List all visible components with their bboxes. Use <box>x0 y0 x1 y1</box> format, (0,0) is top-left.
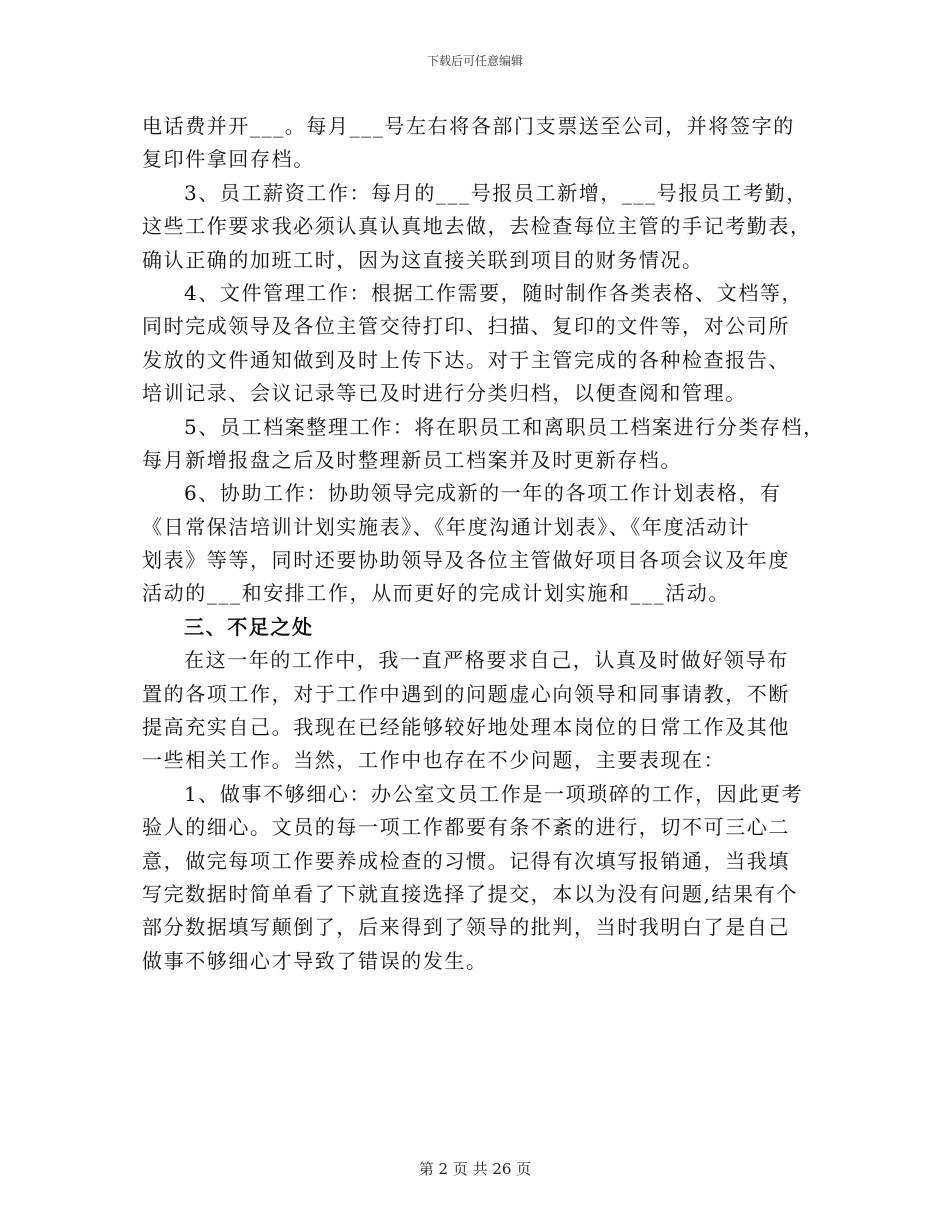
paragraph-line: 提高充实自己。我现在已经能够较好地处理本岗位的日常工作及其他 <box>142 715 790 740</box>
paragraph-line: 在这一年的工作中，我一直严格要求自己，认真及时做好领导布 <box>184 648 789 673</box>
paragraph-line: 3、员工薪资工作：每月的___号报员工新增，___号报员工考勤， <box>184 180 808 205</box>
paragraph-line: 划表》等等，同时还要协助领导及各位主管做好项目各项会议及年度 <box>142 548 790 573</box>
paragraph-line: 做事不够细心才导致了错误的发生。 <box>142 948 488 973</box>
paragraph-line: 发放的文件通知做到及时上传下达。对于主管完成的各种检查报告、 <box>142 347 790 372</box>
paragraph-line: 同时完成领导及各位主管交待打印、扫描、复印的文件等，对公司所 <box>142 314 790 339</box>
paragraph-line: 这些工作要求我必须认真认真地去做，去检查每位主管的手记考勤表， <box>142 214 812 239</box>
paragraph-line: 每月新增报盘之后及时整理新员工档案并及时更新存档。 <box>142 447 682 472</box>
paragraph-line: 写完数据时简单看了下就直接选择了提交，本以为没有问题,结果有个 <box>142 881 798 906</box>
paragraph-line: 活动的___和安排工作，从而更好的完成计划实施和___活动。 <box>142 581 730 606</box>
paragraph-line: 一些相关工作。当然，工作中也存在不少问题，主要表现在： <box>142 748 726 773</box>
section-heading: 三、不足之处 <box>184 614 314 639</box>
paragraph-line: 电话费并开___。每月___号左右将各部门支票送至公司，并将签字的 <box>142 114 795 138</box>
paragraph-line: 《日常保洁培训计划实施表》、《年度沟通计划表》、《年度活动计 <box>142 514 750 539</box>
paragraph-line: 验人的细心。文员的每一项工作都要有条不紊的进行，切不可三心二 <box>142 815 790 840</box>
document-body <box>142 110 825 978</box>
paragraph-line: 确认正确的加班工时，因为这直接关联到项目的财务情况。 <box>142 247 704 272</box>
paragraph-line: 培训记录、会议记录等已及时进行分类归档，以便查阅和管理。 <box>142 381 747 406</box>
paragraph-line: 4、文件管理工作：根据工作需要，随时制作各类表格、文档等， <box>184 280 804 305</box>
paragraph-line: 6、协助工作：协助领导完成新的一年的各项工作计划表格，有 <box>184 481 782 506</box>
page-header-note: 下载后可任意编辑 <box>426 54 523 68</box>
paragraph-line: 置的各项工作，对于工作中遇到的问题虚心向领导和同事请教，不断 <box>142 681 790 706</box>
paragraph-line: 意，做完每项工作要养成检查的习惯。记得有次填写报销通，当我填 <box>142 848 790 873</box>
paragraph-line: 部分数据填写颠倒了，后来得到了领导的批判，当时我明白了是自己 <box>142 915 790 940</box>
paragraph-line: 复印件拿回存档。 <box>142 147 315 172</box>
paragraph-line: 5、员工档案整理工作：将在职员工和离职员工档案进行分类存档， <box>184 414 825 439</box>
paragraph-line: 1、做事不够细心：办公室文员工作是一项琐碎的工作，因此更考 <box>184 781 804 806</box>
page-number-footer: 第 2 页 共 26 页 <box>418 1160 532 1178</box>
